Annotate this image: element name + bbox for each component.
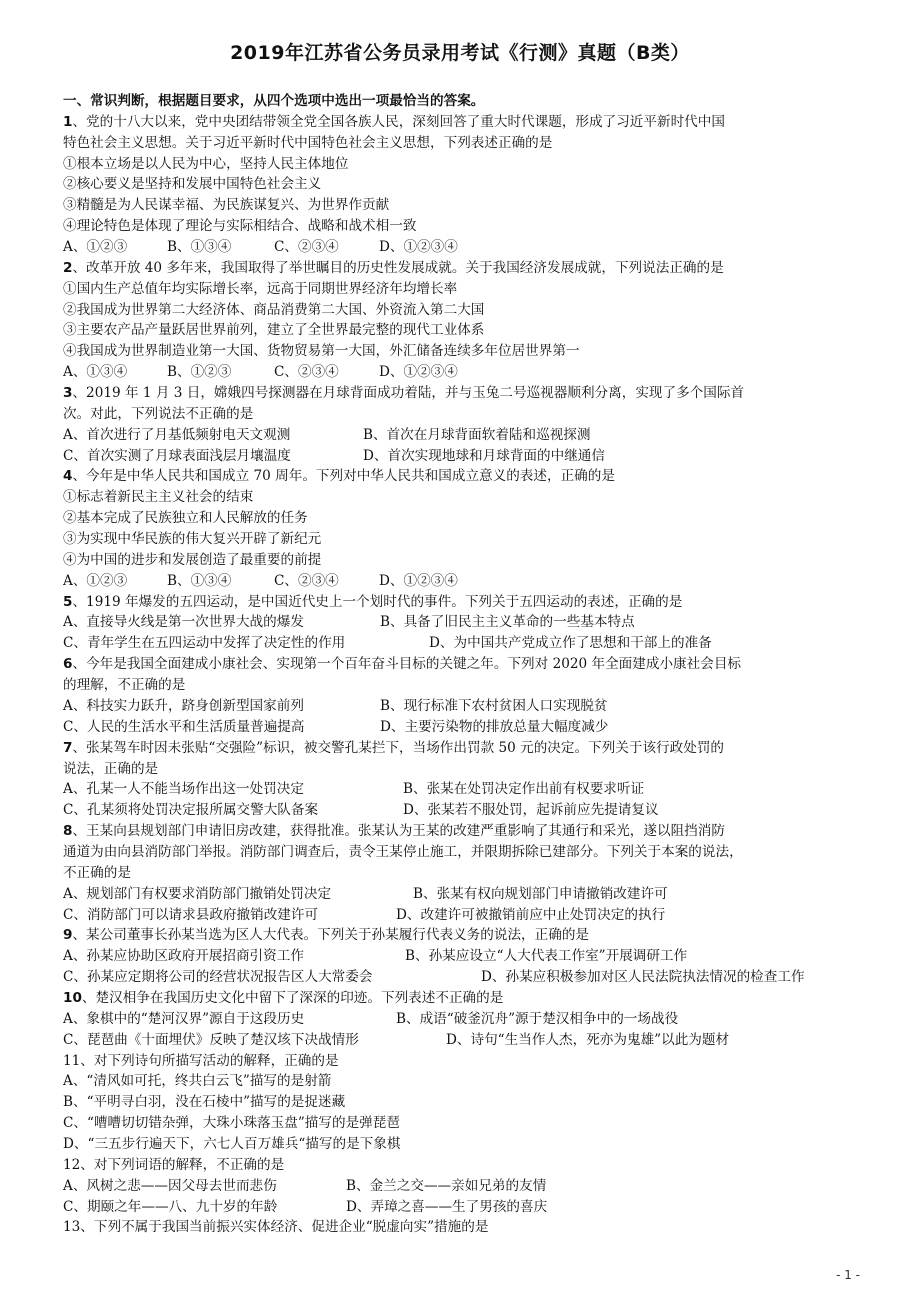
answer-options [63,362,868,383]
answer-options [63,571,868,592]
question-number: 1 [63,113,73,130]
answer-options [63,779,868,800]
text-line: 的理解，不正确的是 [63,677,186,694]
answer-option: A、①②③ [63,239,128,256]
answer-option: C、青年学生在五四运动中发挥了决定性的作用 [63,635,346,652]
text-line: ②核心要义是坚持和发展中国特色社会主义 [63,176,322,193]
answer-option: B、①③④ [167,239,232,256]
answer-option: A、孔某一人不能当场作出这一处罚决定 [63,781,304,798]
answer-option: A、①③④ [63,364,128,381]
answer-option: A、①②③ [63,572,128,589]
answer-option: B、金兰之交——亲如兄弟的友情 [346,1177,547,1194]
question-number: 8 [63,823,73,840]
answer-option: D、诗句“生当作人杰，死亦为鬼雄”以此为题材 [446,1031,730,1048]
question-number: 7 [63,739,73,756]
question-text: 、张某驾车时因未张贴“交强险”标识，被交警孔某拦下，当场作出罚款 50 元的决定。下列关于该行政处罚的 [72,739,725,756]
answer-options [63,1176,868,1197]
question-stem [63,258,868,279]
text-line: ④理论特色是体现了理论与实际相结合、战略和战术相一致 [63,218,417,235]
answer-options [63,717,868,738]
question-text: 、2019 年 1 月 3 日，嫦娥四号探测器在月球背面成功着陆，并与玉兔二号巡视器顺利分离，实现了多个国际首 [72,385,745,402]
answer-option: B、现行标准下农村贫困人口实现脱贫 [380,697,608,714]
answer-option: D、①②③④ [379,572,458,589]
text-line: 次。对此，下列说法不正确的是 [63,405,254,422]
page-number: - 1 - [836,1268,860,1282]
question-number: 3 [63,385,73,402]
question-stem [63,383,868,404]
answer-option: A、科技实力跃升，跻身创新型国家前列 [63,697,304,714]
question-stem [63,654,868,675]
answer-option: D、弄璋之喜——生了男孩的喜庆 [346,1198,548,1215]
answer-option: B、成语“破釜沉舟”源于楚汉相争中的一场战役 [396,1010,679,1027]
question-stem [63,466,868,487]
text-line: ③精髓是为人民谋幸福、为民族谋复兴、为世界作贡献 [63,197,390,214]
answer-option: B、具备了旧民主主义革命的一些基本特点 [380,614,635,631]
text-line: 13、下列不属于我国当前振兴实体经济、促进企业“脱虚向实”措施的是 [63,1219,489,1236]
section-heading: 一、常识判断，根据题目要求，从四个选项中选出一项最恰当的答案。 [63,93,485,109]
answer-options [63,800,868,821]
answer-option: C、琵琶曲《十面埋伏》反映了楚汉垓下决战情形 [63,1031,359,1048]
answer-options [63,884,868,905]
answer-option: B、张某有权向规划部门申请撤销改建许可 [413,885,668,902]
answer-options [63,425,868,446]
text-line: 不正确的是 [63,864,131,881]
text-line: 11、对下列诗句所描写活动的解释，正确的是 [63,1052,339,1069]
question-number: 5 [63,593,73,610]
answer-option: A、象棋中的“楚河汉界”源自于这段历史 [63,1010,305,1027]
answer-option: C、②③④ [274,572,339,589]
answer-option: A、规划部门有权要求消防部门撤销处罚决定 [63,885,332,902]
text-line: ①根本立场是以人民为中心，坚持人民主体地位 [63,155,349,172]
question-text: 、改革开放 40 多年来，我国取得了举世瞩目的历史性发展成就。关于我国经济发展成就，下列说法正确的是 [72,259,724,276]
text-line: C、“嘈嘈切切错杂弹，大珠小珠落玉盘”描写的是弹琵琶 [63,1115,400,1132]
text-line: ③为实现中华民族的伟大复兴开辟了新纪元 [63,531,322,548]
answer-options [63,946,868,967]
question-stem [63,925,868,946]
answer-options [63,696,868,717]
question-stem [63,821,868,842]
question-number: 4 [63,468,73,485]
answer-option: B、孙某应设立“人大代表工作室”开展调研工作 [405,948,688,965]
text-line: A、“清风如可托，终共白云飞”描写的是射箭 [63,1073,332,1090]
question-number: 10 [63,989,82,1006]
question-stem [63,738,868,759]
answer-options [63,1197,868,1218]
answer-option: C、孙某应定期将公司的经营状况报告区人大常委会 [63,969,373,986]
text-line: ④我国成为世界制造业第一大国、货物贸易第一大国，外汇储备连续多年位居世界第一 [63,343,580,360]
answer-option: C、人民的生活水平和生活质量普遍提高 [63,718,305,735]
answer-option: A、首次进行了月基低频射电天文观测 [63,426,291,443]
question-stem [63,112,868,133]
text-line: ③主要农产品产量跃居世界前列，建立了全世界最完整的现代工业体系 [63,322,485,339]
answer-option: D、主要污染物的排放总量大幅度减少 [380,718,609,735]
question-number: 6 [63,656,73,673]
text-line: 说法，正确的是 [63,760,159,777]
answer-option: A、风树之悲——因父母去世而悲伤 [63,1177,277,1194]
answer-option: D、张某若不服处罚，起诉前应先提请复议 [403,802,659,819]
answer-options [63,446,868,467]
text-line: B、“平明寻白羽，没在石棱中”描写的是捉迷藏 [63,1094,346,1111]
answer-options [63,633,868,654]
text-line: ②我国成为世界第二大经济体、商品消费第二大国、外资流入第二大国 [63,301,485,318]
answer-option: D、孙某应积极参加对区人民法院执法情况的检查工作 [481,969,805,986]
answer-option: B、首次在月球背面软着陆和巡视探测 [363,426,591,443]
answer-option: B、①③④ [167,572,232,589]
answer-option: C、孔某须将处罚决定报所属交警大队备案 [63,802,319,819]
question-stem [63,988,868,1009]
answer-options [63,612,868,633]
text-line: D、“三五步行遍天下，六七人百万雄兵“描写的是下象棋 [63,1135,401,1152]
question-text: 、今年是我国全面建成小康社会、实现第一个百年奋斗目标的关键之年。下列对 2020 年全面建成小康社会目标 [72,656,742,673]
answer-option: D、①②③④ [379,239,458,256]
question-number: 9 [63,927,73,944]
answer-option: D、首次实现地球和月球背面的中继通信 [363,447,605,464]
answer-option: B、①②③ [167,364,232,381]
answer-options [63,1009,868,1030]
answer-option: C、②③④ [274,239,339,256]
answer-options [63,967,868,988]
text-line: 特色社会主义思想。关于习近平新时代中国特色社会主义思想，下列表述正确的是 [63,134,553,151]
document-body [63,91,868,1238]
answer-option: B、张某在处罚决定作出前有权要求听证 [403,781,645,798]
question-text: 、党的十八大以来，党中央团结带领全党全国各族人民，深刻回答了重大时代课题，形成了习近平新时代中国 [72,113,725,130]
text-line: ④为中国的进步和发展创造了最重要的前提 [63,551,322,568]
text-line: ①标志着新民主主义社会的结束 [63,489,254,506]
answer-option: D、①②③④ [379,364,458,381]
question-text: 、1919 年爆发的五四运动，是中国近代史上一个划时代的事件。下列关于五四运动的表述，正确的是 [72,593,683,610]
answer-options [63,905,868,926]
page-title: 2019年江苏省公务员录用考试《行测》真题（B类） [230,42,690,64]
question-text: 、今年是中华人民共和国成立 70 周年。下列对中华人民共和国成立意义的表述，正确的是 [72,468,615,485]
question-text: 、王某向县规划部门申请旧房改建，获得批准。张某认为王某的改建严重影响了其通行和采光，遂以阻挡消防 [72,823,725,840]
text-line: 12、对下列词语的解释，不正确的是 [63,1156,285,1173]
answer-options [63,1030,868,1051]
text-line: ①国内生产总值年均实际增长率，远高于同期世界经济年均增长率 [63,280,458,297]
text-line: 通道为由向县消防部门举报。消防部门调查后，责令王某停止施工，并限期拆除已建部分。下列关于本案的说法， [63,843,743,860]
answer-option: D、为中国共产党成立作了思想和干部上的准备 [429,635,712,652]
answer-option: A、直接导火线是第一次世界大战的爆发 [63,614,304,631]
question-text: 、楚汉相争在我国历史文化中留下了深深的印迹。下列表述不正确的是 [81,989,504,1006]
answer-option: D、改建许可被撤销前应中止处罚决定的执行 [396,906,666,923]
answer-option: C、期颐之年——八、九十岁的年龄 [63,1198,278,1215]
question-text: 、某公司董事长孙某当选为区人大代表。下列关于孙某履行代表义务的说法，正确的是 [72,927,590,944]
question-stem [63,592,868,613]
answer-option: C、②③④ [274,364,339,381]
answer-option: C、消防部门可以请求县政府撤销改建许可 [63,906,319,923]
answer-options [63,237,868,258]
question-number: 2 [63,259,73,276]
answer-option: C、首次实测了月球表面浅层月壤温度 [63,447,291,464]
answer-option: A、孙某应协助区政府开展招商引资工作 [63,948,304,965]
text-line: ②基本完成了民族独立和人民解放的任务 [63,510,308,527]
